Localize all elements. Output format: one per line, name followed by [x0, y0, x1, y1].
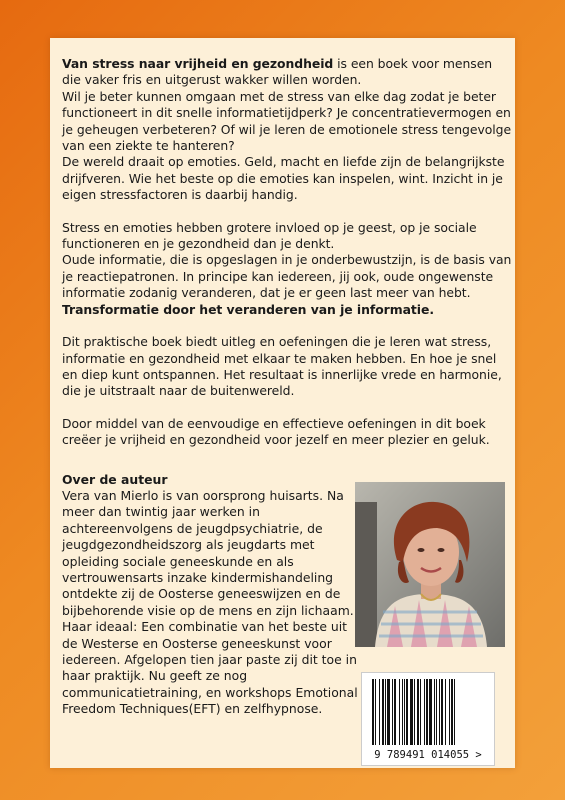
isbn-digits: 9 789491 014055 >: [374, 749, 482, 761]
blurb-text: [62, 56, 512, 449]
barcode-bars: [362, 673, 494, 749]
blurb-paragraph-5: Oude informatie, die is opgeslagen in je onderbewustzijn, is de basis van je reactiepatronen. In principe kan iedereen, jij ook, oude ongewenste informatie zodanig veranderen, dat je er geen last meer van hebt. Transformatie door het veranderen van je informatie.: [62, 252, 512, 317]
blurb-paragraph-2: Wil je beter kunnen omgaan met de stress van elke dag zodat je beter functioneert in dit snelle informatietijdperk? Je concentratievermogen en je geheugen verbeteren? Of wil je leren de emotionele stress tengevolge van een ziekte te hanteren?: [62, 88, 512, 154]
author-heading: Over de auteur: [62, 472, 168, 487]
author-bio: Vera van Mierlo is van oorsprong huisarts. Na meer dan twintig jaar werken in achtereenvolgens de jeugdpsychiatrie, de jeugdgezondheidszorg als jeugdarts met opleiding sociale geneeskunde en als vertrouwensarts inzake kindermishandeling ontdekte zij de Oosterse geneeswijzen en de bijbehorende visie op de mens en zijn lichaam. Haar ideaal: Een combinatie van het beste uit de Westerse en Oosterse geneeskunst voor iedereen. Afgelopen tien jaar paste zij dit toe in haar praktijk. Nu geeft ze nog communicatietraining, en workshops Emotional Freedom Techniques(EFT) en zelfhypnose.: [62, 488, 358, 717]
blurb-paragraph-6: Dit praktische boek biedt uitleg en oefeningen die je leren wat stress, informatie en gezondheid met elkaar te maken hebben. En hoe je snel en diep kunt ontspannen. Het resultaat is innerlijke vrede en harmonie, die je uitstraalt naar de buitenwereld.: [62, 334, 502, 399]
blurb-paragraph-3: De wereld draait op emoties. Geld, macht en liefde zijn de belangrijkste drijfveren. Wie het beste op die emoties kan inspelen, wint. Inzicht in je eigen stressfactoren is daarbij handig.: [62, 154, 505, 203]
blurb-paragraph-7: Door middel van de eenvoudige en effectieve oefeningen in dit boek creëer je vrijheid en gezondheid voor jezelf en meer plezier en geluk.: [62, 415, 490, 448]
book-title-bold: Van stress naar vrijheid en gezondheid: [62, 56, 334, 71]
author-photo: [355, 482, 505, 647]
blurb-paragraph-4: Stress en emoties hebben grotere invloed op je geest, op je sociale functioneren en je gezondheid dan je denkt.: [62, 219, 477, 252]
isbn-barcode: [361, 672, 495, 766]
transformation-bold: Transformatie door het veranderen van je informatie.: [62, 301, 434, 317]
blurb-paragraph-1: Van stress naar vrijheid en gezondheid is een boek voor mensen die vaker fris en uitgerust wakker willen worden.: [62, 56, 493, 88]
